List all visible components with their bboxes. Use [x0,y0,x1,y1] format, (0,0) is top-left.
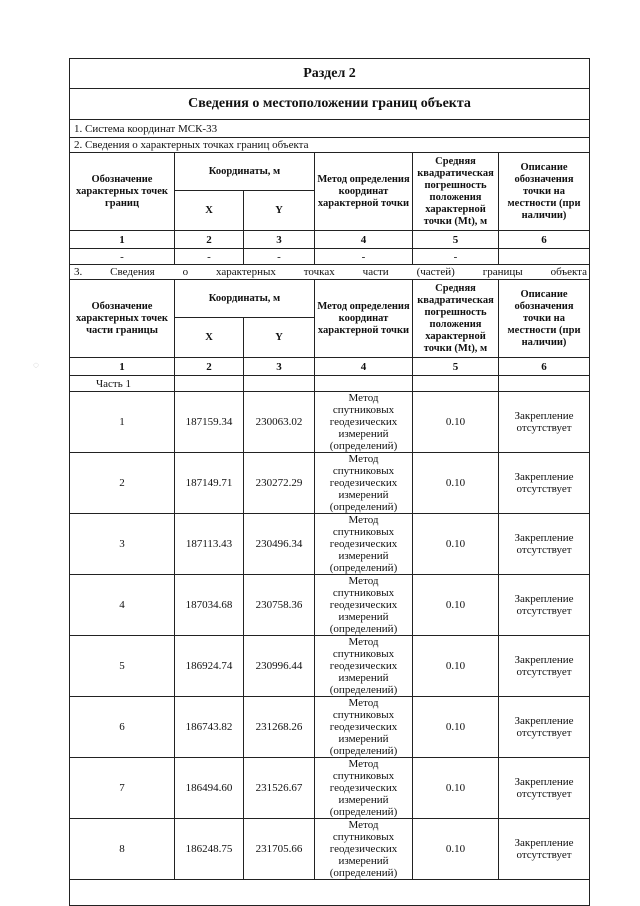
description-cell: Закрепление отсутствует [499,819,590,880]
t2-empty-cell [499,249,590,265]
coord-y: 230758.36 [244,575,315,636]
t2-header-x: X [175,191,244,231]
method-cell: Метод спутниковых геодезических измерений (определений) [315,697,413,758]
t3-header-coords: Координаты, м [175,280,315,318]
coord-y: 230063.02 [244,392,315,453]
part-label: Часть 1 [70,376,175,392]
description-cell: Закрепление отсутствует [499,697,590,758]
t2-empty-cell: - [70,249,175,265]
coord-x: 186494.60 [175,758,244,819]
point-number: 3 [70,514,175,575]
method-cell: Метод спутниковых геодезических измерений (определений) [315,819,413,880]
coord-x: 186924.74 [175,636,244,697]
description-cell: Закрепление отсутствует [499,392,590,453]
method-cell: Метод спутниковых геодезических измерений (определений) [315,514,413,575]
coord-x: 186248.75 [175,819,244,880]
method-cell: Метод спутниковых геодезических измерений (определений) [315,392,413,453]
t2-header-y: Y [244,191,315,231]
coord-y: 231526.67 [244,758,315,819]
accuracy-cell: 0.10 [413,697,499,758]
section-title: Раздел 2 [70,59,590,89]
t2-empty-cell: - [315,249,413,265]
description-cell: Закрепление отсутствует [499,636,590,697]
accuracy-cell: 0.10 [413,453,499,514]
t2-header-accuracy: Средняя квадратическая погрешность положения характерной точки (Mt), м [413,153,499,231]
section-subtitle: Сведения о местоположении границ объекта [70,89,590,120]
description-cell: Закрепление отсутствует [499,758,590,819]
t2-empty-cell: - [244,249,315,265]
t3-header-description: Описание обозначения точки на местности (при наличии) [499,280,590,358]
table-footer-empty [70,880,590,906]
boundary-table [69,58,590,906]
table-row [70,697,590,758]
coord-y: 230272.29 [244,453,315,514]
method-cell: Метод спутниковых геодезических измерений (определений) [315,453,413,514]
accuracy-cell: 0.10 [413,636,499,697]
description-cell: Закрепление отсутствует [499,575,590,636]
t2-empty-cell: - [175,249,244,265]
coord-y: 231705.66 [244,819,315,880]
description-cell: Закрепление отсутствует [499,453,590,514]
coord-x: 187159.34 [175,392,244,453]
t2-colnum: 4 [315,231,413,249]
table-row [70,392,590,453]
t2-colnum: 3 [244,231,315,249]
table-row [70,758,590,819]
accuracy-cell: 0.10 [413,575,499,636]
t2-header-designation: Обозначение характерных точек границ [70,153,175,231]
point-number: 1 [70,392,175,453]
t3-header-y: Y [244,318,315,358]
t2-colnum: 5 [413,231,499,249]
table-row [70,514,590,575]
t3-colnum: 4 [315,358,413,376]
description-cell: Закрепление отсутствует [499,514,590,575]
part2-title: 2. Сведения о характерных точках границ объекта [70,138,590,153]
point-number: 5 [70,636,175,697]
point-number: 2 [70,453,175,514]
table-row [70,453,590,514]
coord-x: 187034.68 [175,575,244,636]
t3-header-x: X [175,318,244,358]
scan-mark: ◌ [33,360,39,371]
t3-colnum: 1 [70,358,175,376]
table-row [70,819,590,880]
coord-x: 187149.71 [175,453,244,514]
t3-header-designation: Обозначение характерных точек части границы [70,280,175,358]
method-cell: Метод спутниковых геодезических измерений (определений) [315,758,413,819]
method-cell: Метод спутниковых геодезических измерений (определений) [315,636,413,697]
point-number: 6 [70,697,175,758]
t2-header-description: Описание обозначения точки на местности (при наличии) [499,153,590,231]
t2-colnum: 1 [70,231,175,249]
t2-colnum: 2 [175,231,244,249]
t2-header-method: Метод определения координат характерной точки [315,153,413,231]
t3-header-method: Метод определения координат характерной точки [315,280,413,358]
t2-empty-cell: - [413,249,499,265]
accuracy-cell: 0.10 [413,819,499,880]
method-cell: Метод спутниковых геодезических измерений (определений) [315,575,413,636]
coord-y: 230996.44 [244,636,315,697]
table-row [70,636,590,697]
part3-title: 3. Сведения о характерных точках части (частей) границы объекта [70,265,590,280]
accuracy-cell: 0.10 [413,514,499,575]
coord-system-line: 1. Система координат МСК-33 [70,120,590,138]
table-row [70,575,590,636]
coord-y: 230496.34 [244,514,315,575]
accuracy-cell: 0.10 [413,758,499,819]
coord-y: 231268.26 [244,697,315,758]
t3-colnum: 5 [413,358,499,376]
point-number: 4 [70,575,175,636]
coord-x: 187113.43 [175,514,244,575]
point-number: 7 [70,758,175,819]
t3-colnum: 6 [499,358,590,376]
t3-colnum: 3 [244,358,315,376]
accuracy-cell: 0.10 [413,392,499,453]
t2-colnum: 6 [499,231,590,249]
point-number: 8 [70,819,175,880]
t2-header-coords: Координаты, м [175,153,315,191]
t3-colnum: 2 [175,358,244,376]
t3-header-accuracy: Средняя квадратическая погрешность положения характерной точки (Mt), м [413,280,499,358]
coord-x: 186743.82 [175,697,244,758]
